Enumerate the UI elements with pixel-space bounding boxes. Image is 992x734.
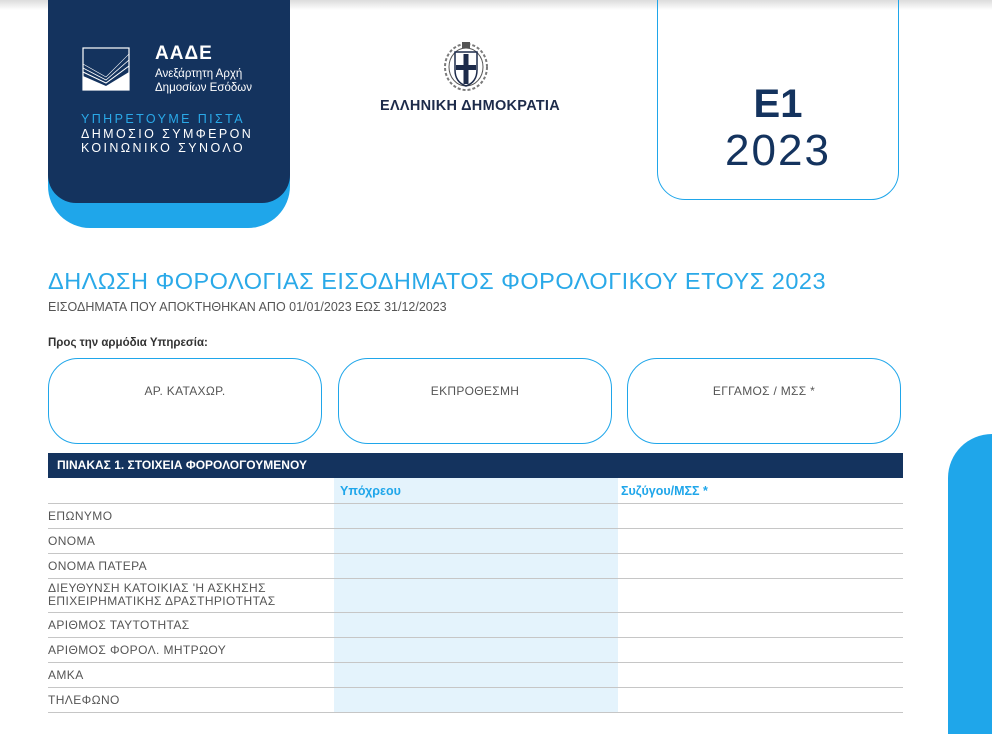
aade-motto	[81, 112, 253, 156]
document-subtitle: ΕΙΣΟΔΗΜΑΤΑ ΠΟΥ ΑΠΟΚΤΗΘΗΚΑΝ ΑΠΟ 01/01/2023 ΕΩΣ 31/12/2023	[48, 300, 447, 314]
row-label-amka: ΑΜΚΑ	[48, 668, 84, 682]
column-header-spouse: Συζύγου/ΜΣΣ *	[621, 484, 708, 498]
row-label-address-line2: ΕΠΙΧΕΙΡΗΜΑΤΙΚΗΣ ΔΡΑΣΤΗΡΙΟΤΗΤΑΣ	[48, 594, 276, 608]
row-label-father-name: ΟΝΟΜΑ ΠΑΤΕΡΑ	[48, 559, 148, 573]
motto-line2: ΔΗΜΟΣΙΟ ΣΥΜΦΕΡΟΝ	[81, 126, 254, 141]
form-year: 2023	[725, 126, 831, 175]
row-label-address	[48, 582, 276, 608]
row-label-tax-id: ΑΡΙΘΜΟΣ ΦΟΡΟΛ. ΜΗΤΡΩΟΥ	[48, 643, 227, 657]
aade-logo-panel	[48, 0, 290, 203]
document-title: ΔΗΛΩΣΗ ΦΟΡΟΛΟΓΙΑΣ ΕΙΣΟΔΗΜΑΤΟΣ ΦΟΡΟΛΟΓΙΚΟΥ ΕΤΟΥΣ 2023	[48, 268, 827, 294]
taxpayer-column-fill[interactable]	[334, 478, 618, 712]
aade-name: ΑΑΔΕ	[155, 43, 213, 64]
column-header-taxpayer: Υπόχρεου	[340, 484, 401, 498]
married-box[interactable]: ΕΓΓΑΜΟΣ / ΜΣΣ *	[627, 358, 901, 444]
service-label: Προς την αρμόδια Υπηρεσία:	[48, 337, 208, 349]
row-divider	[48, 503, 903, 504]
aade-emblem-icon	[82, 46, 130, 92]
row-label-id-number: ΑΡΙΘΜΟΣ ΤΑΥΤΟΤΗΤΑΣ	[48, 618, 190, 632]
table-header: ΠΙΝΑΚΑΣ 1. ΣΤΟΙΧΕΙΑ ΦΟΡΟΛΟΓΟΥΜΕΝΟΥ	[48, 453, 903, 478]
row-divider	[48, 687, 903, 688]
late-filing-box[interactable]: ΕΚΠΡΟΘΕΣΜΗ	[338, 358, 612, 444]
greek-coat-of-arms-icon	[443, 40, 489, 92]
row-divider	[48, 662, 903, 663]
aade-subtitle	[155, 67, 252, 95]
row-label-first-name: ΟΝΟΜΑ	[48, 534, 96, 548]
registration-number-box[interactable]: ΑΡ. ΚΑΤΑΧΩΡ.	[48, 358, 322, 444]
row-divider	[48, 612, 903, 613]
row-label-surname: ΕΠΩΝΥΜΟ	[48, 509, 113, 523]
side-tab	[948, 434, 992, 734]
hellenic-republic-label: ΕΛΛΗΝΙΚΗ ΔΗΜΟΚΡΑΤΙΑ	[379, 98, 561, 114]
row-divider	[48, 528, 903, 529]
row-label-address-line1: ΔΙΕΥΘΥΝΣΗ ΚΑΤΟΙΚΙΑΣ 'Η ΑΣΚΗΣΗΣ	[48, 581, 266, 595]
row-divider	[48, 578, 903, 579]
row-divider	[48, 712, 903, 713]
row-divider	[48, 637, 903, 638]
motto-line3: ΚΟΙΝΩΝΙΚΟ ΣΥΝΟΛΟ	[81, 141, 245, 155]
row-divider	[48, 553, 903, 554]
aade-subtitle-line1: Ανεξάρτητη Αρχή	[155, 68, 243, 80]
aade-subtitle-line2: Δημοσίων Εσόδων	[155, 82, 252, 94]
motto-line1: ΥΠΗΡΕΤΟΥΜΕ ΠΙΣΤΑ	[81, 112, 246, 126]
form-code: Ε1	[753, 82, 803, 126]
row-label-phone: ΤΗΛΕΦΩΝΟ	[48, 693, 120, 707]
